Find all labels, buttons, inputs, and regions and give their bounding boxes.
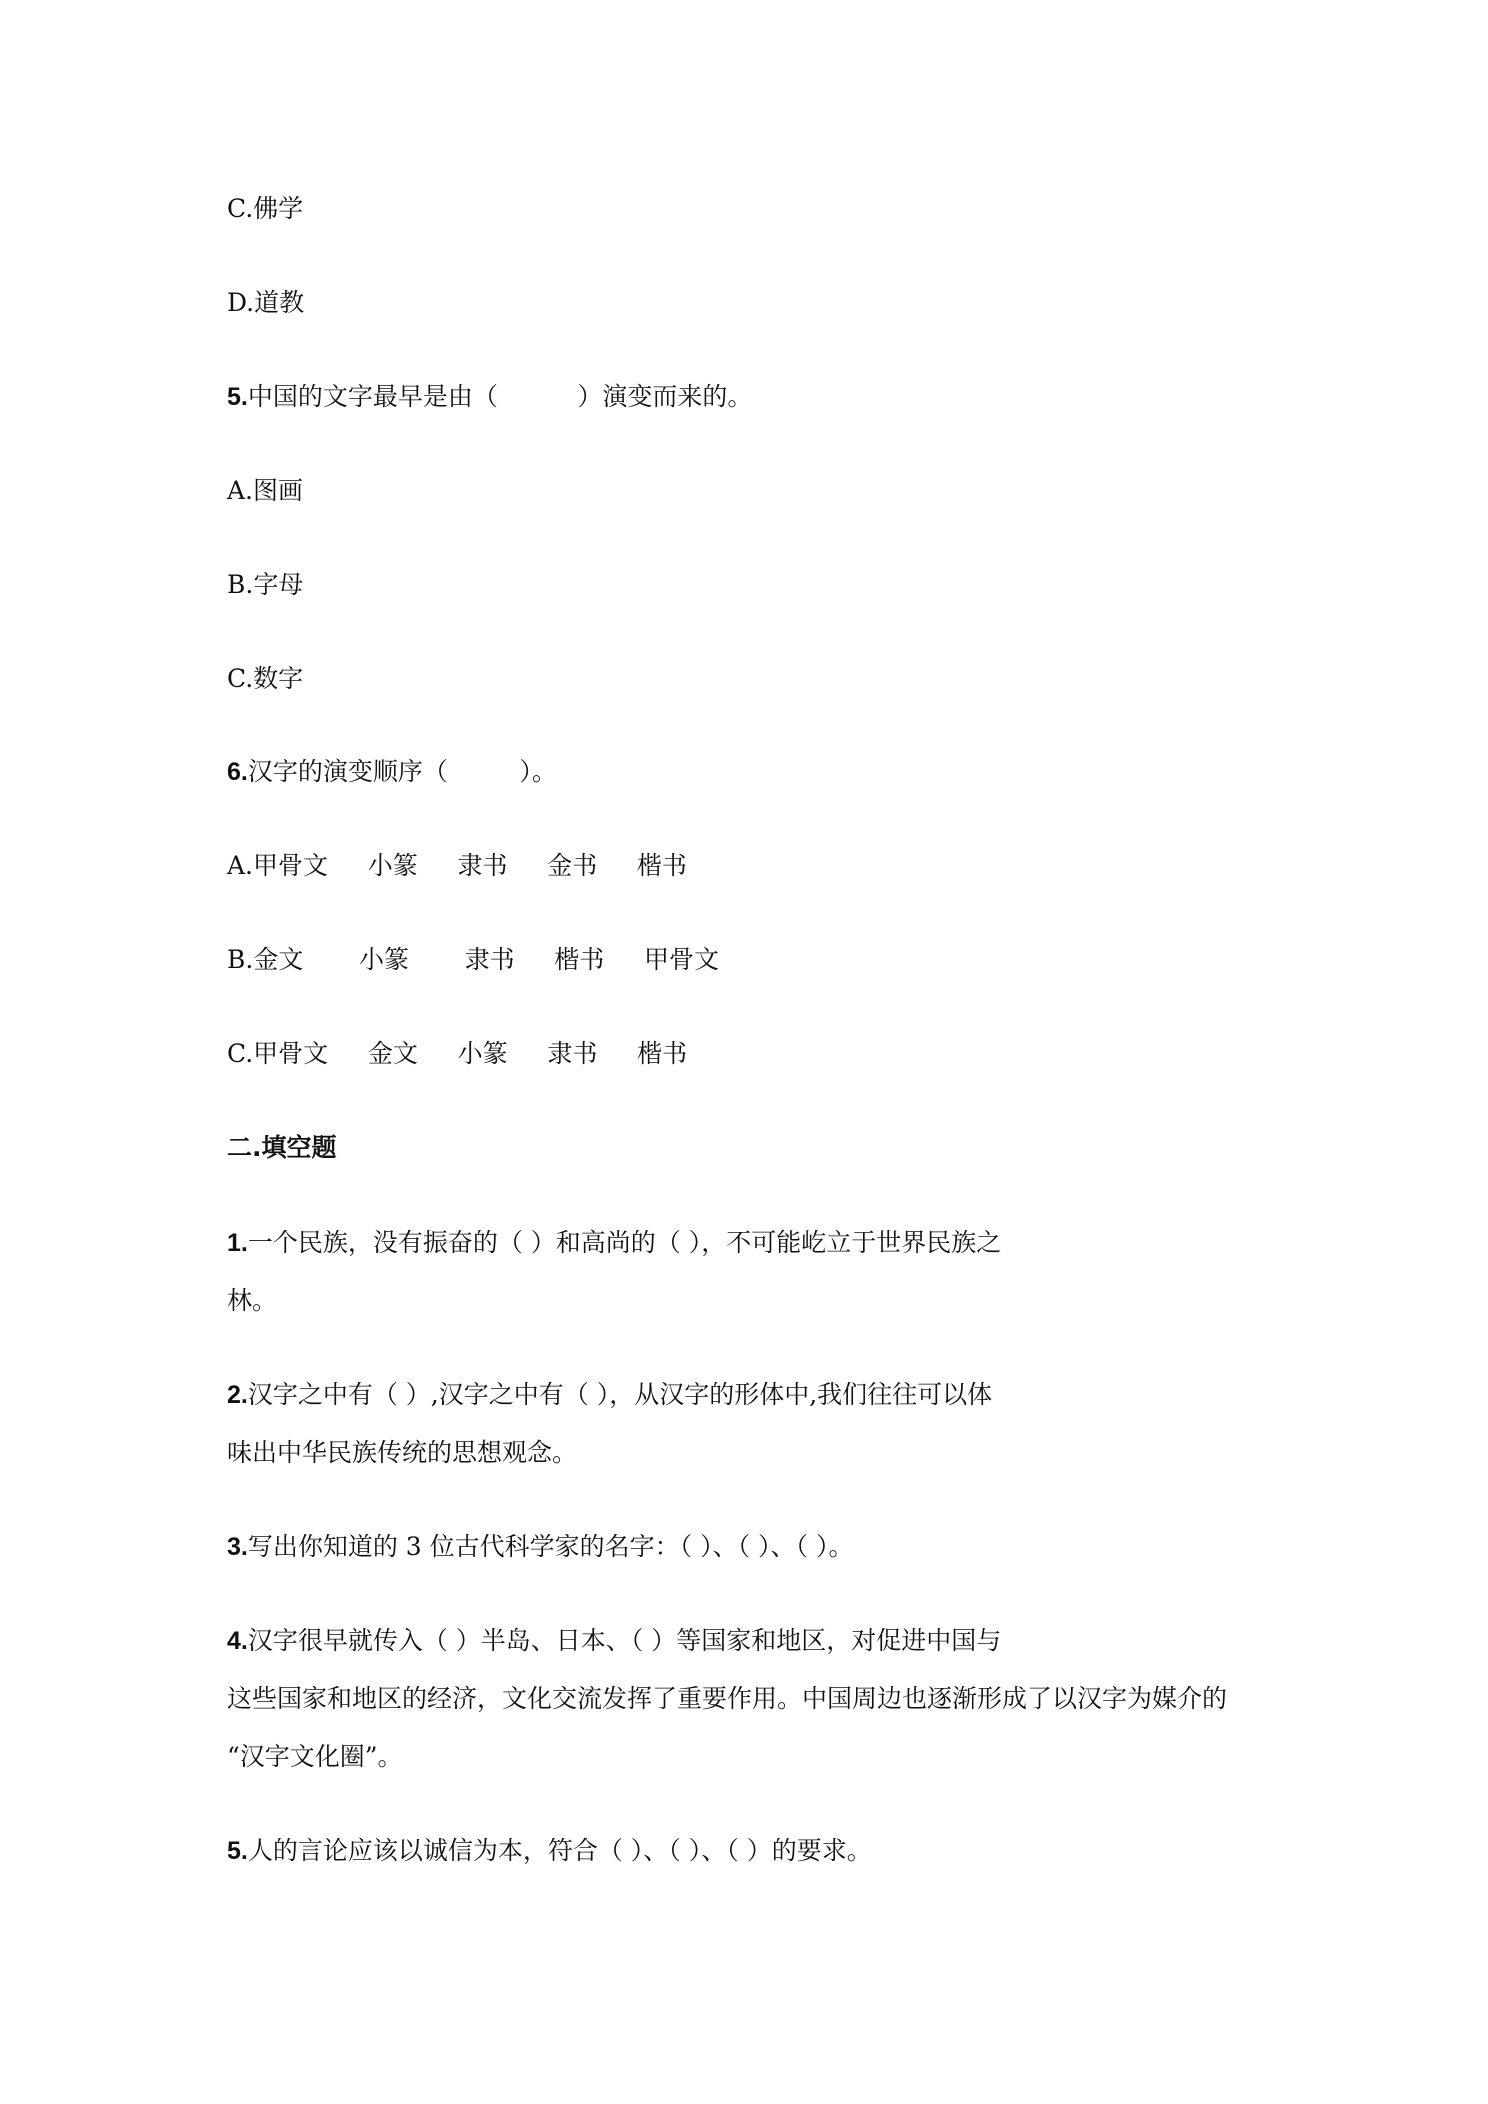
question-number: 3. [227, 1533, 248, 1561]
q5-option-b: B.字母 [227, 570, 304, 599]
question-text-line1: 汉字之中有（ ）,汉字之中有（ ），从汉字的形体中,我们往往可以体 [247, 1380, 993, 1409]
question-number: 1. [227, 1229, 248, 1257]
question-text-line3: “汉字文化圈”。 [227, 1742, 403, 1771]
question-text-line2: 这些国家和地区的经济，文化交流发挥了重要作用。中国周边也逐渐形成了以汉字为媒介的 [227, 1684, 1228, 1713]
question-text-line1: 一个民族，没有振奋的（ ）和高尚的（ ），不可能屹立于世界民族之 [247, 1228, 1002, 1257]
question-text-line1: 写出你知道的 3 位古代科学家的名字：（ ）、（ ）、（ ）。 [247, 1532, 854, 1561]
question-number: 5. [227, 1837, 248, 1865]
question-6 [227, 755, 557, 789]
fill-question-5 [227, 1822, 1272, 1880]
q4-option-c: C.佛学 [227, 194, 304, 223]
q6-option-a: A.甲骨文 小篆 隶书 金书 楷书 [227, 851, 687, 880]
q5-option-a: A.图画 [227, 476, 304, 505]
question-number: 4. [227, 1627, 248, 1655]
question-number: 5. [227, 383, 248, 411]
fill-question-4 [227, 1612, 1272, 1786]
q6-option-b: B.金文 小篆 隶书 楷书 甲骨文 [227, 945, 720, 974]
question-text: 中国的文字最早是由（ ）演变而来的。 [247, 382, 753, 411]
question-5 [227, 380, 752, 414]
q5-option-c: C.数字 [227, 664, 304, 693]
question-number: 6. [227, 758, 248, 786]
question-number: 2. [227, 1381, 248, 1409]
question-text-line2: 味出中华民族传统的思想观念。 [227, 1438, 578, 1467]
section-title: 二.填空题 [227, 1133, 337, 1162]
question-text-line2: 林。 [227, 1286, 278, 1315]
question-text: 汉字的演变顺序（ ）。 [247, 757, 557, 786]
fill-question-2 [227, 1366, 1272, 1482]
fill-question-3 [227, 1518, 1272, 1576]
question-text-line1: 汉字很早就传入（ ）半岛、日本、（ ）等国家和地区，对促进中国与 [247, 1626, 1002, 1655]
question-text-line1: 人的言论应该以诚信为本，符合（ ）、（ ）、（ ）的要求。 [247, 1836, 872, 1865]
q4-option-d: D.道教 [227, 288, 305, 317]
fill-question-1 [227, 1214, 1272, 1330]
q6-option-c: C.甲骨文 金文 小篆 隶书 楷书 [227, 1039, 688, 1068]
